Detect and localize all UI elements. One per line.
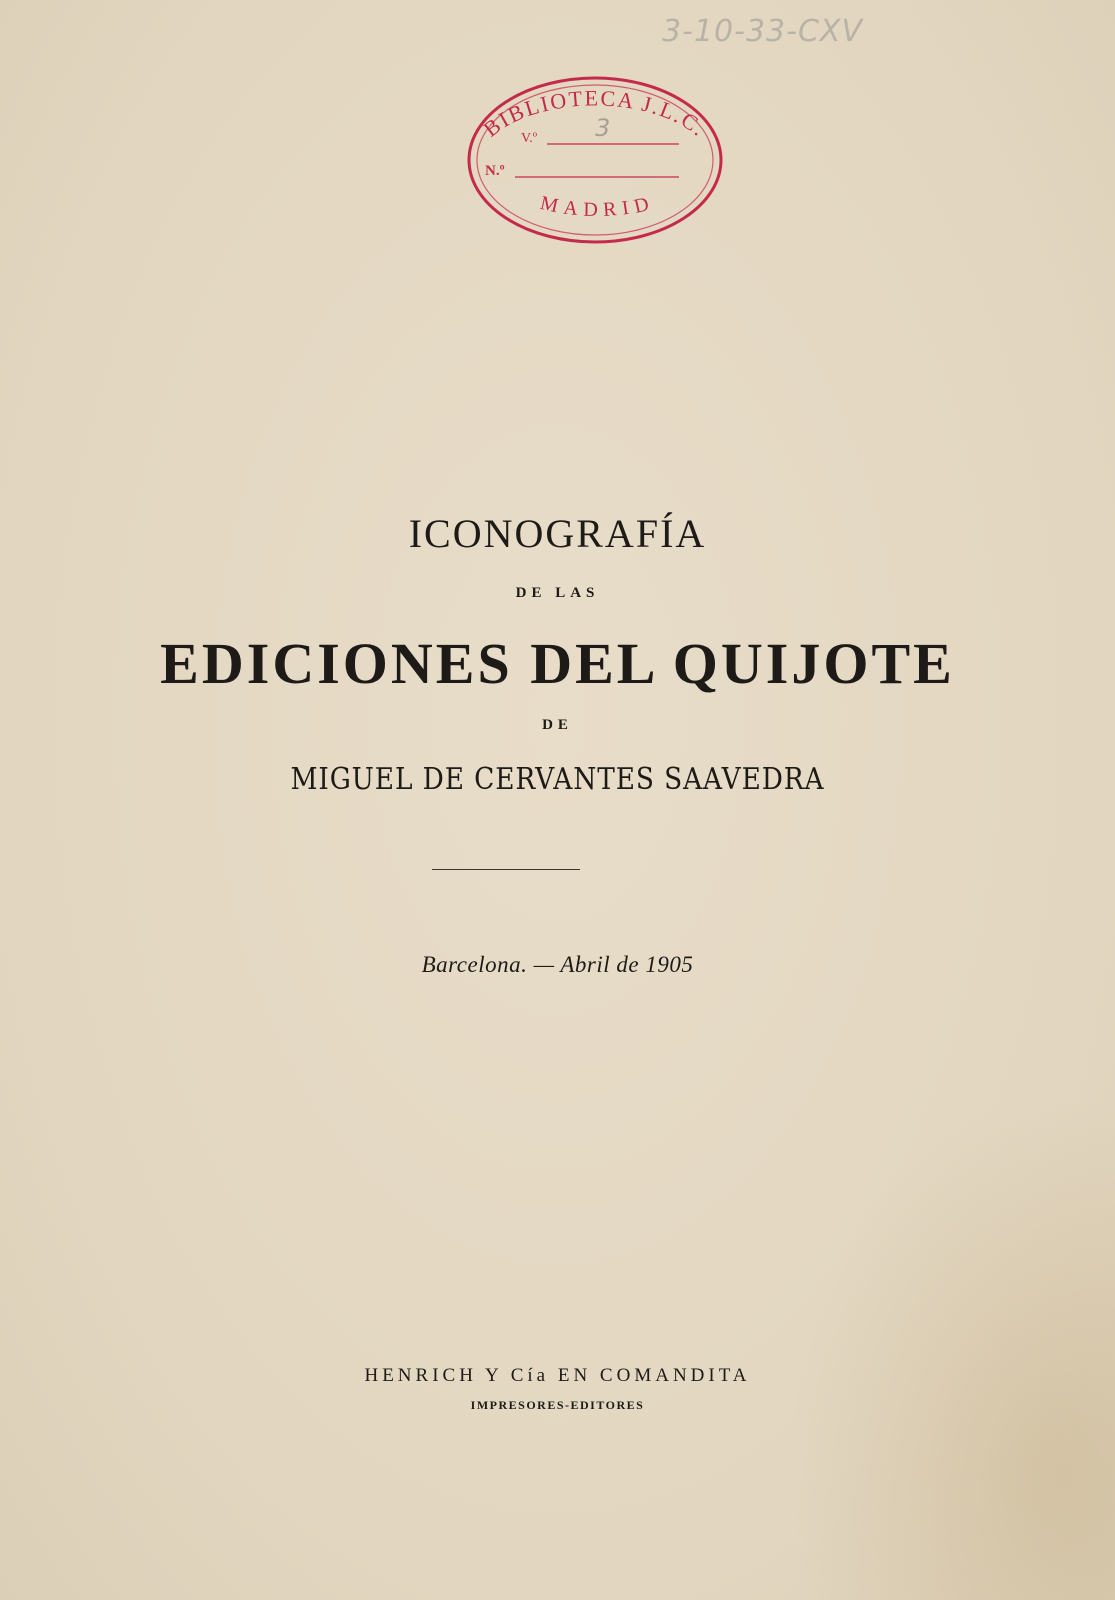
stamp-arc-top-text: BIBLIOTECA J.L.C.: [478, 85, 713, 142]
title-connector-de: DE: [542, 717, 573, 733]
publisher-name: HENRICH Y Cía EN COMANDITA: [364, 1365, 751, 1386]
library-stamp: [455, 70, 735, 250]
main-title: EDICIONES DEL QUIJOTE: [160, 631, 955, 696]
stamp-vol-value: 3: [595, 114, 611, 142]
author-name: MIGUEL DE CERVANTES SAAVEDRA: [290, 762, 825, 797]
publisher-role: IMPRESORES-EDITORES: [470, 1398, 645, 1412]
stamp-vol-label: V.º: [521, 131, 538, 146]
stamp-arc-bottom-text: MADRID: [538, 191, 657, 222]
stamp-num-label: N.º: [485, 163, 505, 179]
library-stamp-seal: [455, 70, 735, 250]
divider-rule: [432, 869, 580, 870]
place-and-date: Barcelona. — Abril de 1905: [421, 952, 694, 977]
handwritten-shelfmark: 3-10-33-CXV: [662, 14, 863, 49]
title-connector-de-las: DE LAS: [515, 585, 600, 601]
title-line-1: ICONOGRAFÍA: [408, 511, 707, 556]
